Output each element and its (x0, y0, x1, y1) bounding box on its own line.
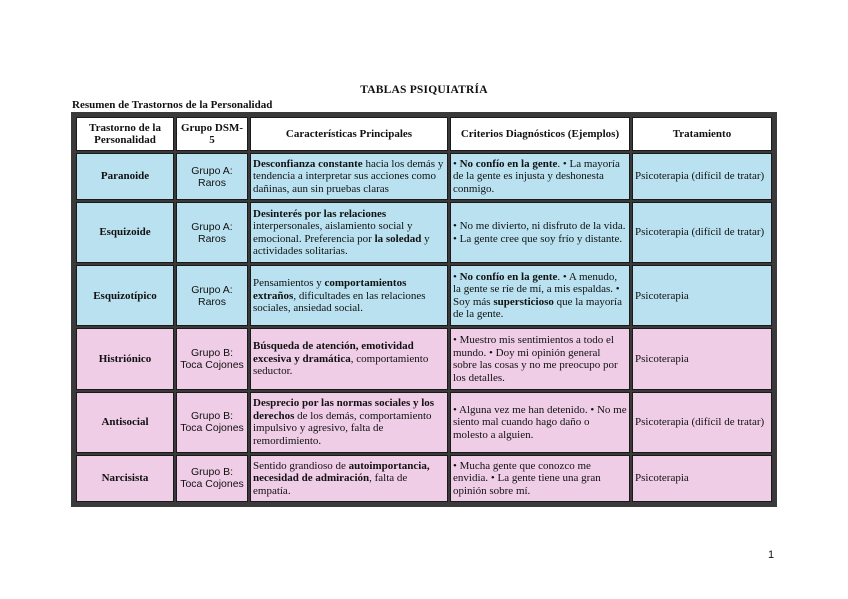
features-text-segment: Pensamientos y (253, 277, 325, 290)
diagnostic-criteria (450, 328, 630, 389)
features-text-segment: y actividades solitarias. (253, 232, 430, 258)
criteria-text-segment: • Alguna vez me han detenido. • No me siento mal cuando hago daño o molesto a alguien. (453, 403, 627, 441)
features-text-segment: , falta de empatía. (253, 472, 408, 497)
dsm-group: Grupo B: Toca Cojones (176, 392, 248, 453)
main-features (250, 455, 448, 502)
treatment: Psicoterapia (difícil de tratar) (632, 153, 772, 200)
diagnostic-criteria (450, 153, 630, 200)
table-body (76, 153, 772, 502)
features-text-segment: hacia los demás y tendencia a interpretar sus acciones como dañinas, aun sin pruebas claras (253, 157, 444, 195)
features-text-segment: Búsqueda de atención, emotividad excesiva y dramática (253, 340, 414, 365)
criteria-text-segment: • No me divierto, ni disfruto de la vida. • La gente cree que soy frío y distante. (453, 220, 626, 245)
main-features (250, 328, 448, 389)
personality-disorders-table (71, 112, 777, 507)
features-text-segment: autoimportancia, necesidad de admiración (253, 459, 430, 485)
header-features: Características Principales (250, 117, 448, 151)
table-row (76, 392, 772, 453)
table-row (76, 153, 772, 200)
header-treatment: Tratamiento (632, 117, 772, 151)
diagnostic-criteria (450, 265, 630, 326)
treatment: Psicoterapia (632, 455, 772, 502)
criteria-text-segment: • Mucha gente que conozco me envidia. • La gente tiene una gran opinión sobre mí. (453, 459, 601, 497)
criteria-text-segment: No confío en la gente (459, 157, 558, 170)
disorder-name: Antisocial (76, 392, 174, 453)
criteria-text-segment: • (453, 270, 460, 283)
criteria-text-segment: . • A menudo, la gente se ríe de mí, a mis espaldas. • Soy más (453, 270, 620, 308)
table-row (76, 455, 772, 502)
features-text-segment: Desconfianza constante (253, 157, 363, 170)
document-title: TABLAS PSIQUIATRÍA (360, 84, 488, 96)
document-subtitle: Resumen de Trastornos de la Personalidad (72, 99, 273, 111)
treatment: Psicoterapia (632, 328, 772, 389)
dsm-group: Grupo A: Raros (176, 153, 248, 200)
header-disorder: Trastorno de la Personalidad (76, 117, 174, 151)
dsm-group: Grupo A: Raros (176, 265, 248, 326)
criteria-text-segment: que la mayoría de la gente. (453, 295, 622, 321)
disorder-name: Esquizoide (76, 202, 174, 263)
treatment: Psicoterapia (difícil de tratar) (632, 392, 772, 453)
disorder-name: Narcisista (76, 455, 174, 502)
dsm-group: Grupo B: Toca Cojones (176, 455, 248, 502)
main-features (250, 202, 448, 263)
features-text-segment: , comportamiento seductor. (253, 352, 429, 378)
features-text-segment: comportamientos extraños (253, 277, 407, 302)
dsm-group: Grupo A: Raros (176, 202, 248, 263)
criteria-text-segment: • (453, 157, 460, 170)
disorder-name: Paranoide (76, 153, 174, 200)
header-dsm-group: Grupo DSM-5 (176, 117, 248, 151)
main-features (250, 153, 448, 200)
disorder-name: Esquizotípico (76, 265, 174, 326)
criteria-text-segment: • Muestro mis sentimientos a todo el mundo. • Doy mi opinión general sobre las cosas y no me preocupo por los detalles. (453, 334, 618, 384)
criteria-text-segment: supersticioso (493, 295, 554, 308)
disorder-name: Histriónico (76, 328, 174, 389)
features-text-segment: Desinterés por las relaciones (253, 207, 387, 220)
table-row (76, 202, 772, 263)
diagnostic-criteria (450, 455, 630, 502)
header-criteria: Criterios Diagnósticos (Ejemplos) (450, 117, 630, 151)
diagnostic-criteria (450, 392, 630, 453)
dsm-group: Grupo B: Toca Cojones (176, 328, 248, 389)
features-text-segment: interpersonales, aislamiento social y emocional. Preferencia por (253, 220, 413, 245)
criteria-text-segment: . • La mayoría de la gente es injusta y deshonesta conmigo. (453, 157, 620, 195)
features-text-segment: , dificultades en las relaciones sociales, ansiedad social. (253, 289, 426, 315)
main-features (250, 392, 448, 453)
features-text-segment: Desprecio por las normas sociales y los derechos (253, 397, 435, 422)
criteria-text-segment: No confío en la gente (459, 270, 558, 283)
table-header-row (76, 117, 772, 151)
diagnostic-criteria (450, 202, 630, 263)
features-text-segment: la soledad (374, 232, 422, 245)
main-features (250, 265, 448, 326)
treatment: Psicoterapia (difícil de tratar) (632, 202, 772, 263)
page-number: 1 (768, 549, 775, 561)
table-row (76, 265, 772, 326)
treatment: Psicoterapia (632, 265, 772, 326)
features-text-segment: Sentido grandioso de (253, 459, 349, 472)
features-text-segment: de los demás, comportamiento impulsivo y agresivo, falta de remordimiento. (253, 409, 432, 447)
table-row (76, 328, 772, 389)
